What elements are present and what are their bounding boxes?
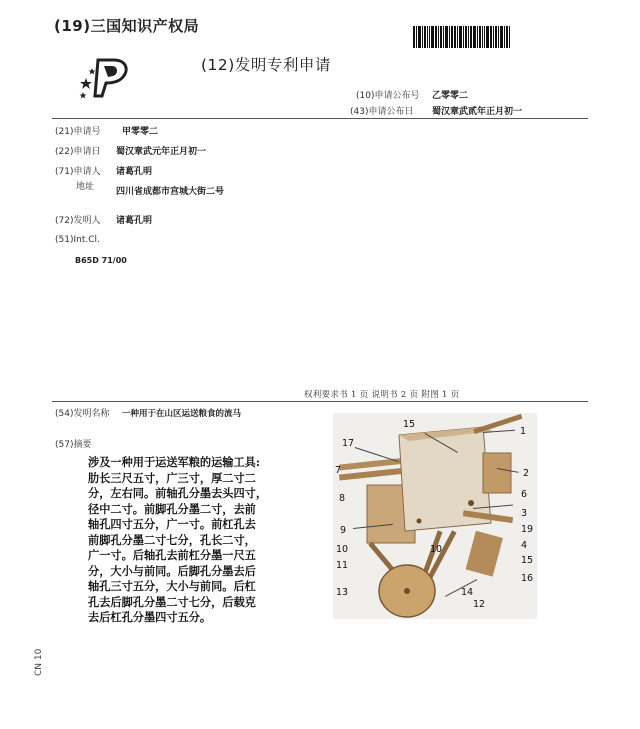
patent-office-logo [78, 56, 134, 100]
figure-label-10: 10 [430, 544, 443, 555]
pub-number-value: 乙零零二 [432, 91, 469, 101]
app-number-label: (21)申请号 [55, 127, 101, 137]
figure-label-19: 19 [521, 524, 534, 535]
middle-rule [52, 401, 588, 402]
pub-number-label: (10)申请公布号 [356, 91, 420, 101]
abstract-line: 径中二寸。前脚孔分墨二寸，去前 [88, 501, 256, 516]
figure-label-12-bottom: 12 [473, 599, 486, 610]
abstract-line: 轴孔三寸五分，大小与前同。后杠 [88, 579, 256, 593]
figure-label-1: 1 [520, 426, 527, 437]
abstract-line: 分，左右同。前轴孔分墨去头四寸， [88, 486, 268, 500]
intcl-value: B65D 71/00 [75, 256, 127, 265]
figure-label-6: 6 [521, 489, 528, 500]
side-code: CN 10 [34, 648, 44, 676]
inventor-label: (72)发明人 [55, 216, 101, 226]
title-value: 一种用于在山区运送粮食的流马 [122, 409, 242, 419]
address-value: 四川省成都市宫城大街二号 [116, 187, 225, 197]
abstract-figure [333, 413, 537, 619]
abstract-line: 广一寸。后轴孔去前杠分墨一尺五 [88, 548, 256, 562]
abstract-label: (57)摘要 [55, 440, 92, 450]
intcl-label: (51)Int.Cl. [55, 235, 100, 245]
figure-label-16: 16 [521, 573, 534, 584]
pub-date-value: 蜀汉章武贰年正月初一 [432, 107, 523, 117]
abstract-line: 肋长三尺五寸，广三寸，厚二寸二 [88, 470, 256, 485]
abstract-line: 分，大小与前同。后脚孔分墨去后 [88, 563, 256, 578]
figure-label-12-left: 11 [336, 560, 349, 571]
wooden-ox-illustration [333, 413, 537, 619]
barcode [413, 26, 511, 48]
abstract-line: 前脚孔分墨二寸七分，孔长二寸， [88, 532, 256, 547]
app-number-value: 甲零零二 [122, 127, 159, 137]
abstract-line: 孔去后脚孔分墨二寸七分，后载克 [88, 594, 256, 609]
abstract-line: 去后杠孔分墨四寸五分。 [88, 610, 212, 624]
figure-label-14: 14 [461, 587, 474, 598]
office-header: (19)三国知识产权局 [54, 17, 200, 35]
page-counts: 权利要求书 1 页 说明书 2 页 附图 1 页 [304, 390, 460, 400]
figure-label-7: 7 [335, 465, 342, 476]
pub-date-label: (43)申请公布日 [350, 107, 414, 117]
applicant-value: 诸葛孔明 [116, 167, 153, 177]
figure-label-13: 13 [336, 587, 349, 598]
inventor-value: 诸葛孔明 [116, 216, 153, 226]
abstract-line: 涉及一种用于运送军粮的运输工具: [88, 455, 260, 469]
app-date-label: (22)申请日 [55, 147, 101, 157]
figure-label-9: 9 [340, 525, 347, 536]
abstract-line: 轴孔四寸五分，广一寸。前杠孔去 [88, 517, 256, 531]
title-label: (54)发明名称 [55, 409, 110, 419]
app-date-value: 蜀汉章武元年正月初一 [116, 147, 207, 157]
figure-label-8: 8 [339, 493, 346, 504]
applicant-label: (71)申请人 [55, 167, 101, 177]
header-rule [52, 118, 588, 119]
address-label: 地址 [76, 182, 95, 192]
abstract-text [88, 455, 293, 626]
document-type: (12)发明专利申请 [201, 56, 331, 74]
figure-label-2: 2 [523, 468, 530, 479]
figure-label-15: 15 [521, 555, 534, 566]
figure-label-4: 4 [521, 540, 528, 551]
figure-label-11: 10 [336, 544, 349, 555]
figure-label-17: 17 [342, 438, 355, 449]
figure-label-3: 3 [521, 508, 528, 519]
figure-label-18: 15 [403, 419, 416, 430]
